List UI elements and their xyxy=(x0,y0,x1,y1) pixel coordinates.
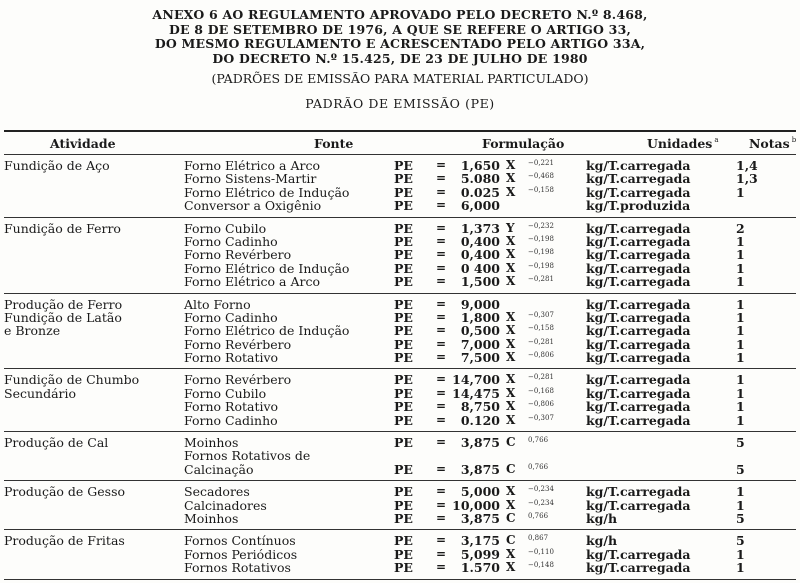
unit-cell: kg/T.carregada xyxy=(586,260,691,276)
variable: X xyxy=(506,274,516,289)
pe-label: PE xyxy=(394,350,413,366)
table-row xyxy=(184,235,796,248)
pe-label: PE xyxy=(394,435,413,451)
table-row xyxy=(184,561,796,574)
table-row xyxy=(184,387,796,400)
activity-line: Fundição de Aço xyxy=(4,158,110,173)
activity-line: Fundição de Latão xyxy=(4,309,122,325)
unit-cell xyxy=(586,436,736,449)
exponent: −0,232 xyxy=(528,221,554,230)
notes-cell: 1 xyxy=(736,546,745,562)
emission-standards-table xyxy=(4,130,796,580)
equals-sign: = xyxy=(436,233,447,248)
table-row xyxy=(184,311,796,324)
equals-sign: = xyxy=(436,296,447,311)
variable xyxy=(500,199,528,212)
activity-cell xyxy=(4,298,184,365)
coefficient: 6,000 xyxy=(460,198,500,214)
footnote-marker-a: a xyxy=(714,136,719,145)
source-cell: Forno Elétrico de Indução xyxy=(184,184,350,200)
table-header xyxy=(4,132,796,154)
source-cell: Forno Revérbero xyxy=(184,247,292,263)
coefficient: 1,373 xyxy=(460,220,500,236)
exponent: 0,766 xyxy=(528,462,549,471)
pe-label: PE xyxy=(394,385,413,401)
exponent: 0,766 xyxy=(528,436,549,445)
coefficient: 1.570 xyxy=(460,560,500,576)
exponent: −0,110 xyxy=(528,547,554,556)
equals-sign: = xyxy=(436,435,447,450)
exponent xyxy=(528,199,586,212)
source-cell: Fornos Contínuos xyxy=(184,533,296,549)
exponent: −0,198 xyxy=(528,248,554,257)
exponent: −0,281 xyxy=(528,337,554,346)
table-row xyxy=(184,400,796,413)
source-cell: Moinhos xyxy=(184,435,239,451)
variable xyxy=(500,298,528,311)
unit-cell: kg/h xyxy=(586,533,618,549)
exponent: −0,198 xyxy=(528,234,554,243)
notes-cell: 1 xyxy=(736,399,745,415)
coefficient: 5,000 xyxy=(460,484,500,500)
table-row xyxy=(184,373,796,386)
exponent: −0,148 xyxy=(528,561,554,570)
coefficient: 7,000 xyxy=(460,336,500,352)
pe-label: PE xyxy=(394,233,413,249)
equals-sign: = xyxy=(436,323,447,338)
exponent: −0,307 xyxy=(528,413,554,422)
variable: X xyxy=(506,385,516,400)
notes-cell: 1 xyxy=(736,309,745,325)
exponent xyxy=(528,298,586,311)
variable: X xyxy=(506,158,516,172)
variable: X xyxy=(506,484,516,499)
variable: X xyxy=(506,323,516,338)
variable: Y xyxy=(506,220,515,235)
unit-cell: kg/T.produzida xyxy=(586,198,691,214)
pe-label: PE xyxy=(394,198,413,214)
table-row xyxy=(184,414,796,427)
source-cell: Forno Sistens-Martir xyxy=(184,171,317,187)
notes-cell: 2 xyxy=(736,220,745,236)
header-unidades xyxy=(639,136,749,151)
coefficient: 0,500 xyxy=(460,323,500,339)
title-line: DE 8 DE SETEMBRO DE 1976, A QUE SE REFERE O ARTIGO 33, xyxy=(168,21,632,37)
activity-group xyxy=(4,369,796,431)
header-notas xyxy=(749,136,796,151)
source-rows xyxy=(184,373,796,427)
title-line: DO DECRETO N.º 15.425, DE 23 DE JULHO DE 1980 xyxy=(212,50,588,66)
notes-cell: 1 xyxy=(736,247,745,263)
activity-cell xyxy=(4,485,184,525)
title-line: ANEXO 6 AO REGULAMENTO APROVADO PELO DECRETO N.º 8.468, xyxy=(152,7,648,22)
coefficient: 5,099 xyxy=(460,546,500,562)
exponent: −0,158 xyxy=(528,185,554,194)
table-caption: PADRÃO DE EMISSÃO (PE) xyxy=(305,96,495,111)
pe-label: PE xyxy=(394,323,413,339)
equals-sign: = xyxy=(436,546,447,561)
notes-cell: 5 xyxy=(736,461,745,477)
unit-cell: kg/T.carregada xyxy=(586,220,691,236)
unit-cell: kg/T.carregada xyxy=(586,184,691,200)
source-cell: Fornos Rotativos de xyxy=(184,448,311,464)
coefficient: 3,875 xyxy=(460,510,500,526)
pe-label: PE xyxy=(394,399,413,415)
unit-cell: kg/T.carregada xyxy=(586,171,691,187)
table-row xyxy=(184,463,796,476)
notes-cell: 1 xyxy=(736,233,745,249)
exponent xyxy=(528,449,586,462)
source-cell: Calcinadores xyxy=(184,497,267,513)
source-cell: Forno Cadinho xyxy=(184,309,278,325)
pe-label: PE xyxy=(394,533,413,549)
pe-label: PE xyxy=(394,260,413,276)
activity-line: Fundição de Chumbo xyxy=(4,372,140,388)
activity-group xyxy=(4,294,796,369)
pe-label xyxy=(394,449,436,462)
unit-cell: kg/T.carregada xyxy=(586,233,691,249)
equals-sign xyxy=(436,449,452,462)
source-cell: Conversor a Oxigênio xyxy=(184,198,322,214)
variable: X xyxy=(506,260,516,275)
unit-cell: kg/T.carregada xyxy=(586,350,691,366)
table-row xyxy=(184,248,796,261)
activity-line: Secundário xyxy=(4,385,77,401)
equals-sign: = xyxy=(436,533,447,548)
coefficient: 0.120 xyxy=(460,412,500,428)
exponent: −0,468 xyxy=(528,172,554,181)
equals-sign: = xyxy=(436,484,447,499)
unit-cell: kg/T.carregada xyxy=(586,158,691,173)
table-row xyxy=(184,172,796,185)
notes-cell: 5 xyxy=(736,510,745,526)
equals-sign: = xyxy=(436,247,447,262)
notes-cell: 1 xyxy=(736,260,745,276)
header-unidades-label: Unidades xyxy=(647,135,713,151)
variable: X xyxy=(506,372,516,387)
source-cell: Forno Cadinho xyxy=(184,412,278,428)
coefficient: 14,475 xyxy=(452,385,500,401)
equals-sign: = xyxy=(436,412,447,427)
equals-sign: = xyxy=(436,198,447,213)
table-row xyxy=(184,199,796,212)
exponent: −0,281 xyxy=(528,373,554,382)
pe-label: PE xyxy=(394,461,413,477)
exponent: −0,221 xyxy=(528,159,554,167)
unit-cell: kg/T.carregada xyxy=(586,484,691,500)
variable: X xyxy=(506,497,516,512)
pe-label: PE xyxy=(394,220,413,236)
unit-cell: kg/h xyxy=(586,510,618,526)
variable: X xyxy=(506,560,516,575)
header-atividade: Atividade xyxy=(50,135,116,151)
pe-label: PE xyxy=(394,546,413,562)
notes-cell: 1 xyxy=(736,350,745,366)
unit-cell: kg/T.carregada xyxy=(586,372,691,388)
notes-cell xyxy=(736,449,776,462)
equals-sign: = xyxy=(436,274,447,289)
source-rows xyxy=(184,534,796,574)
variable xyxy=(500,449,528,462)
coefficient: 10,000 xyxy=(452,497,500,513)
table-body xyxy=(4,155,796,580)
notes-cell: 1,3 xyxy=(736,171,758,187)
coefficient: 14,700 xyxy=(452,372,500,388)
coefficient: 1,800 xyxy=(460,309,500,325)
exponent: −0,198 xyxy=(528,261,554,270)
notes-cell: 1 xyxy=(736,385,745,401)
variable: X xyxy=(506,350,516,365)
variable: X xyxy=(506,247,516,262)
notes-cell: 1 xyxy=(736,497,745,513)
equals-sign: = xyxy=(436,350,447,365)
source-cell: Fornos Rotativos xyxy=(184,560,291,576)
activity-line: Fundição de Ferro xyxy=(4,220,121,236)
equals-sign: = xyxy=(436,560,447,575)
annex-title xyxy=(0,8,800,66)
source-rows xyxy=(184,159,796,213)
source-cell: Forno Cadinho xyxy=(184,233,278,249)
table-row xyxy=(184,548,796,561)
variable: C xyxy=(506,533,516,548)
unit-cell: kg/T.carregada xyxy=(586,412,691,428)
notes-cell: 1,4 xyxy=(736,158,758,173)
unit-cell: kg/T.carregada xyxy=(586,399,691,415)
variable: X xyxy=(506,412,516,427)
activity-group xyxy=(4,432,796,480)
source-cell: Forno Revérbero xyxy=(184,336,292,352)
source-cell: Forno Cubilo xyxy=(184,220,267,236)
subtitle: (PADRÕES DE EMISSÃO PARA MATERIAL PARTICULADO) xyxy=(211,71,589,86)
unit-cell xyxy=(586,449,736,462)
unit-cell: kg/T.carregada xyxy=(586,274,691,290)
table-row xyxy=(184,534,796,547)
activity-group xyxy=(4,481,796,529)
table-row xyxy=(184,499,796,512)
coefficient: 3,175 xyxy=(460,533,500,549)
pe-label: PE xyxy=(394,158,413,173)
pe-label: PE xyxy=(394,274,413,290)
table-row xyxy=(184,436,796,449)
coefficient: 1,500 xyxy=(460,274,500,290)
header-formulacao: Formulação xyxy=(482,135,565,151)
header-fonte: Fonte xyxy=(314,135,354,151)
group-divider xyxy=(4,579,796,580)
equals-sign: = xyxy=(436,158,447,172)
source-cell: Forno Rotativo xyxy=(184,350,279,366)
exponent: −0,158 xyxy=(528,324,554,333)
table-row xyxy=(184,298,796,311)
activity-group xyxy=(4,155,796,217)
equals-sign: = xyxy=(436,260,447,275)
exponent: −0,281 xyxy=(528,275,554,284)
title-line: DO MESMO REGULAMENTO E ACRESCENTADO PELO ARTIGO 33A, xyxy=(154,36,646,51)
table-row xyxy=(184,159,796,172)
notes-cell: 1 xyxy=(736,560,745,576)
variable: X xyxy=(506,399,516,414)
source-cell: Forno Elétrico a Arco xyxy=(184,274,321,290)
pe-label: PE xyxy=(394,184,413,200)
coefficient xyxy=(452,449,500,462)
activity-line: e Bronze xyxy=(4,323,61,339)
source-cell: Forno Cubilo xyxy=(184,385,267,401)
exponent: −0,806 xyxy=(528,351,554,360)
pe-label: PE xyxy=(394,412,413,428)
notes-cell: 1 xyxy=(736,323,745,339)
activity-cell xyxy=(4,534,184,574)
table-row xyxy=(184,338,796,351)
source-rows xyxy=(184,485,796,525)
pe-label: PE xyxy=(394,171,413,187)
coefficient: 0.025 xyxy=(460,184,500,200)
variable: X xyxy=(506,336,516,351)
coefficient: 3,875 xyxy=(460,461,500,477)
table-row xyxy=(184,222,796,235)
activity-cell xyxy=(4,373,184,427)
equals-sign: = xyxy=(436,220,447,235)
equals-sign: = xyxy=(436,510,447,525)
notes-cell xyxy=(736,199,776,212)
pe-label: PE xyxy=(394,484,413,500)
pe-label: PE xyxy=(394,336,413,352)
unit-cell: kg/T.carregada xyxy=(586,323,691,339)
source-rows xyxy=(184,298,796,365)
pe-label: PE xyxy=(394,372,413,388)
variable: X xyxy=(506,309,516,324)
source-cell: Forno Elétrico a Arco xyxy=(184,158,321,173)
pe-label: PE xyxy=(394,560,413,576)
table-row xyxy=(184,351,796,364)
activity-group xyxy=(4,530,796,578)
variable: X xyxy=(506,184,516,199)
notes-cell: 1 xyxy=(736,372,745,388)
unit-cell: kg/T.carregada xyxy=(586,546,691,562)
coefficient: 1,650 xyxy=(460,158,500,173)
table-row xyxy=(184,275,796,288)
source-cell: Forno Rotativo xyxy=(184,399,279,415)
activity-cell xyxy=(4,159,184,213)
activity-line: Produção de Ferro xyxy=(4,296,123,312)
pe-label: PE xyxy=(394,296,413,312)
coefficient: 0,400 xyxy=(460,233,500,249)
source-cell: Fornos Periódicos xyxy=(184,546,298,562)
variable: X xyxy=(506,233,516,248)
variable: X xyxy=(506,171,516,186)
notes-cell: 1 xyxy=(736,484,745,500)
exponent: −0,307 xyxy=(528,310,554,319)
equals-sign: = xyxy=(436,399,447,414)
notes-cell: 1 xyxy=(736,274,745,290)
source-cell: Forno Elétrico de Indução xyxy=(184,260,350,276)
table-row xyxy=(184,186,796,199)
notes-cell: 1 xyxy=(736,336,745,352)
source-cell: Secadores xyxy=(184,484,250,500)
equals-sign: = xyxy=(436,372,447,387)
exponent: −0,234 xyxy=(528,485,554,494)
pe-label: PE xyxy=(394,510,413,526)
variable: C xyxy=(506,510,516,525)
equals-sign: = xyxy=(436,385,447,400)
equals-sign: = xyxy=(436,461,447,476)
coefficient: 9,000 xyxy=(460,296,500,312)
unit-cell: kg/T.carregada xyxy=(586,296,691,312)
source-cell: Calcinação xyxy=(184,461,254,477)
pe-label: PE xyxy=(394,247,413,263)
equals-sign: = xyxy=(436,171,447,186)
table-row xyxy=(184,324,796,337)
unit-cell xyxy=(586,463,736,476)
coefficient: 3,875 xyxy=(460,435,500,451)
table-row xyxy=(184,262,796,275)
coefficient: 7,500 xyxy=(460,350,500,366)
source-rows xyxy=(184,222,796,289)
exponent: −0,806 xyxy=(528,400,554,409)
source-cell: Alto Forno xyxy=(184,296,251,312)
unit-cell: kg/T.carregada xyxy=(586,247,691,263)
activity-group xyxy=(4,218,796,293)
equals-sign: = xyxy=(436,497,447,512)
source-rows xyxy=(184,436,796,476)
pe-label: PE xyxy=(394,309,413,325)
footnote-marker-b: b xyxy=(791,136,797,145)
source-cell: Forno Revérbero xyxy=(184,372,292,388)
equals-sign: = xyxy=(436,309,447,324)
notes-cell: 5 xyxy=(736,435,745,451)
table-row xyxy=(184,512,796,525)
exponent: −0,234 xyxy=(528,498,554,507)
notes-cell: 1 xyxy=(736,412,745,428)
unit-cell: kg/T.carregada xyxy=(586,497,691,513)
coefficient: 0 400 xyxy=(460,260,500,276)
coefficient: 0,400 xyxy=(460,247,500,263)
variable: X xyxy=(506,546,516,561)
table-row xyxy=(184,485,796,498)
source-cell: Moinhos xyxy=(184,510,239,526)
unit-cell: kg/T.carregada xyxy=(586,309,691,325)
unit-cell: kg/T.carregada xyxy=(586,385,691,401)
equals-sign: = xyxy=(436,184,447,199)
coefficient: 8,750 xyxy=(460,399,500,415)
unit-cell: kg/T.carregada xyxy=(586,560,691,576)
header-notas-label: Notas xyxy=(749,135,790,151)
activity-line: Produção de Gesso xyxy=(4,484,126,500)
activity-cell xyxy=(4,222,184,289)
coefficient: 5.080 xyxy=(460,171,500,187)
exponent: 0,867 xyxy=(528,534,549,543)
variable: C xyxy=(506,461,516,476)
source-cell: Forno Elétrico de Indução xyxy=(184,323,350,339)
activity-cell xyxy=(4,436,184,476)
notes-cell: 5 xyxy=(736,533,745,549)
pe-label: PE xyxy=(394,497,413,513)
table-row xyxy=(184,449,796,462)
variable: C xyxy=(506,435,516,450)
notes-cell: 1 xyxy=(736,296,745,312)
activity-line: Produção de Cal xyxy=(4,435,109,451)
exponent: 0,766 xyxy=(528,511,549,520)
activity-line: Produção de Fritas xyxy=(4,533,125,549)
unit-cell: kg/T.carregada xyxy=(586,336,691,352)
notes-cell: 1 xyxy=(736,184,745,200)
equals-sign: = xyxy=(436,336,447,351)
exponent: −0,168 xyxy=(528,386,554,395)
